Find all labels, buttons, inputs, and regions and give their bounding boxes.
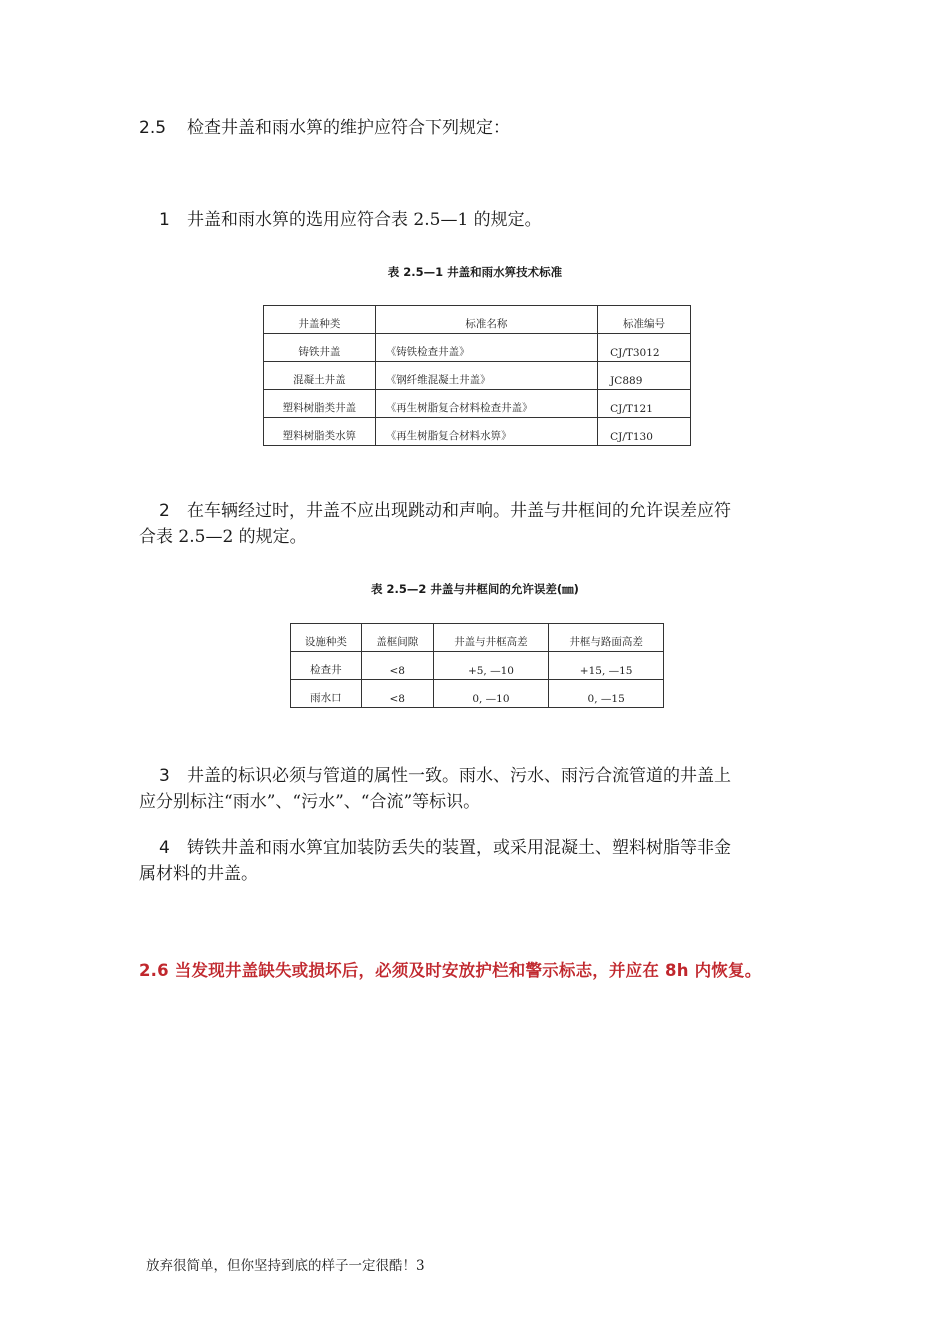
item-3-line-2: 应分别标注“雨水”、“污水”、“合流”等标识。 [139,792,481,812]
table-cell: 《铸铁检查井盖》 [375,334,597,362]
table-cell: 铸铁井盖 [264,334,376,362]
item-number: 4 [159,838,170,858]
section-2-5-heading [139,114,510,143]
table-row [264,390,691,418]
table-cell: CJ/T121 [598,390,691,418]
table-cell: 《再生树脂复合材料检查井盖》 [375,390,597,418]
table-header-cell: 井盖与井框高差 [433,624,549,652]
table-header-cell: 设施种类 [291,624,362,652]
table-row [291,652,664,680]
table-cell: 混凝土井盖 [264,362,376,390]
table-cell: 0, —15 [549,680,664,708]
item-text: 井盖的标识必须与管道的属性一致。雨水、污水、雨污合流管道的井盖上 [187,766,731,786]
table-1-caption: 表 2.5—1 井盖和雨水箅技术标准 [387,265,563,279]
table-cell: +5, —10 [433,652,549,680]
table-cell: CJ/T3012 [598,334,691,362]
item-1 [159,206,542,235]
table-cell: 《钢纤维混凝土井盖》 [375,362,597,390]
table-cell: <8 [361,680,433,708]
item-text: 井盖和雨水箅的选用应符合表 2.5—1 的规定。 [187,210,542,230]
item-number: 3 [159,766,170,786]
table-header-cell: 标准名称 [375,306,597,334]
table-cell: CJ/T130 [598,418,691,446]
table-row [264,334,691,362]
table-cell: 检查井 [291,652,362,680]
table-header-cell: 盖框间隙 [361,624,433,652]
table-cell: <8 [361,652,433,680]
item-text: 在车辆经过时，井盖不应出现跳动和声响。井盖与井框间的允许误差应符 [187,501,731,521]
item-2-line-2: 合表 2.5—2 的规定。 [139,527,307,547]
table-1 [263,305,691,446]
table-header-cell: 井框与路面高差 [549,624,664,652]
item-number: 1 [159,210,170,230]
table-cell: 0, —10 [433,680,549,708]
table-cell: 塑料树脂类水箅 [264,418,376,446]
item-4-line-1 [159,834,731,863]
item-4-line-2: 属材料的井盖。 [139,864,258,884]
section-text: 检查井盖和雨水箅的维护应符合下列规定： [187,118,510,138]
table-header-cell: 井盖种类 [264,306,376,334]
table-row [264,418,691,446]
table-cell: 《再生树脂复合材料水箅》 [375,418,597,446]
table-row [291,680,664,708]
item-2-line-1 [159,497,731,526]
page-footer: 放弃很简单，但你坚持到底的样子一定很酷！3 [146,1258,425,1274]
item-3-line-1 [159,762,731,791]
table-header-row [291,624,664,652]
section-2-6-notice: 2.6 当发现井盖缺失或损坏后，必须及时安放护栏和警示标志，并应在 8h 内恢复。 [139,961,762,980]
table-2-caption: 表 2.5—2 井盖与井框间的允许误差(㎜) [371,582,579,596]
section-number: 2.5 [139,118,167,138]
table-2 [290,623,664,708]
table-cell: +15, —15 [549,652,664,680]
table-row [264,362,691,390]
table-header-cell: 标准编号 [598,306,691,334]
table-cell: JC889 [598,362,691,390]
table-cell: 雨水口 [291,680,362,708]
table-cell: 塑料树脂类井盖 [264,390,376,418]
item-number: 2 [159,501,170,521]
table-header-row [264,306,691,334]
item-text: 铸铁井盖和雨水箅宜加装防丢失的装置，或采用混凝土、塑料树脂等非金 [187,838,731,858]
